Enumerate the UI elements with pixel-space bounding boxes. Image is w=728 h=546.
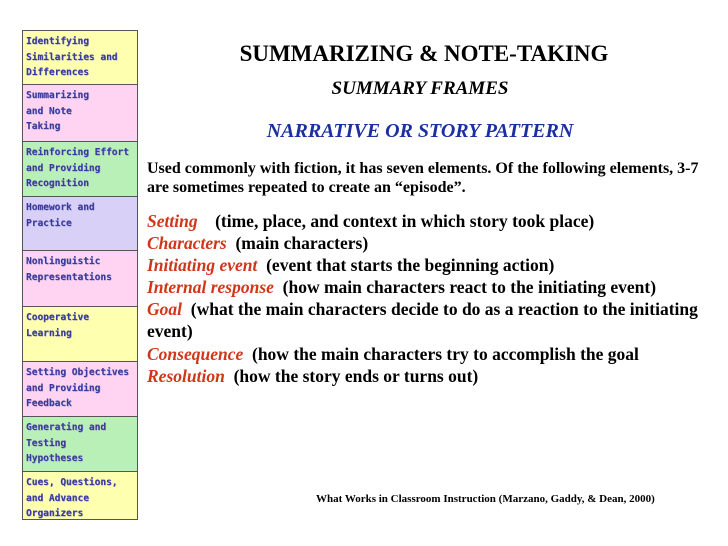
element-item bbox=[147, 276, 707, 298]
element-term: Consequence bbox=[147, 343, 244, 364]
element-description: (how the main characters try to accomplish the goal bbox=[252, 343, 639, 364]
sidebar-item-similarities[interactable]: Identifying Similarities and Differences bbox=[23, 31, 137, 85]
sidebar-item-homework[interactable]: Homework and Practice bbox=[23, 197, 137, 251]
element-item bbox=[147, 254, 707, 276]
element-item bbox=[147, 232, 707, 254]
element-term: Initiating event bbox=[147, 255, 258, 276]
element-description: (how main characters react to the initiating event) bbox=[282, 277, 657, 298]
story-elements-list bbox=[147, 210, 707, 387]
source-citation: What Works in Classroom Instruction (Marzano, Gaddy, & Dean, 2000) bbox=[316, 493, 655, 505]
element-item bbox=[147, 210, 707, 232]
sidebar-item-nonlinguistic[interactable]: Nonlinguistic Representations bbox=[23, 251, 137, 307]
sidebar-item-hypotheses[interactable]: Generating and Testing Hypotheses bbox=[23, 417, 137, 472]
element-item bbox=[147, 343, 707, 365]
sidebar-item-summarizing[interactable]: Summarizing and Note Taking bbox=[23, 85, 137, 142]
intro-paragraph: Used commonly with fiction, it has seven elements. Of the following elements, 3-7 are sometimes repeated to create an “episode”. bbox=[147, 160, 699, 196]
sidebar-item-cues[interactable]: Cues, Questions, and Advance Organizers bbox=[23, 472, 137, 519]
element-term: Resolution bbox=[147, 365, 225, 386]
element-description: (event that starts the beginning action) bbox=[266, 255, 555, 276]
element-description: (main characters) bbox=[235, 233, 369, 254]
strategy-sidebar bbox=[22, 30, 138, 520]
element-term: Characters bbox=[147, 233, 227, 254]
page-subtitle: SUMMARY FRAMES bbox=[331, 78, 509, 99]
element-term: Goal bbox=[147, 299, 182, 320]
element-item bbox=[147, 365, 707, 387]
sidebar-item-reinforcing[interactable]: Reinforcing Effort and Providing Recognition bbox=[23, 142, 137, 197]
element-description: (what the main characters decide to do as a reaction to the initiating event) bbox=[147, 299, 698, 342]
page-title: SUMMARIZING & NOTE-TAKING bbox=[239, 41, 609, 66]
element-description: (how the story ends or turns out) bbox=[233, 365, 479, 386]
element-term: Setting bbox=[147, 211, 198, 231]
sidebar-item-objectives[interactable]: Setting Objectives and Providing Feedback bbox=[23, 362, 137, 417]
element-term: Internal response bbox=[147, 277, 274, 298]
element-item bbox=[147, 298, 707, 342]
sidebar-item-cooperative[interactable]: Cooperative Learning bbox=[23, 307, 137, 362]
element-description: (time, place, and context in which story took place) bbox=[215, 211, 595, 231]
pattern-heading: NARRATIVE OR STORY PATTERN bbox=[266, 120, 574, 142]
